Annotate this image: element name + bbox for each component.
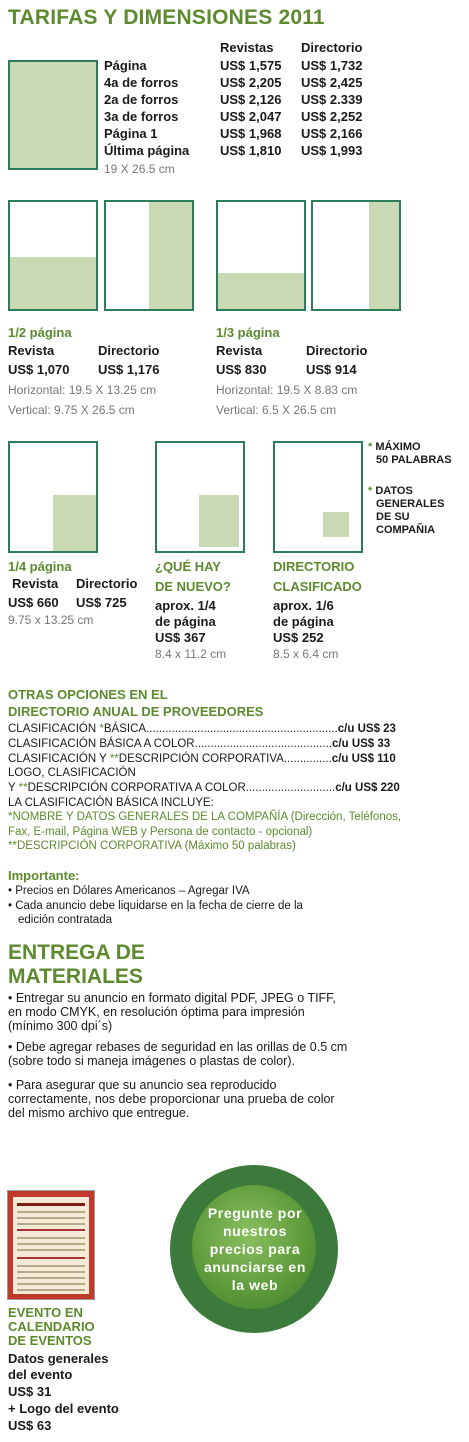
rate-directorio: US$ 2,252: [301, 109, 363, 124]
note-general-data: [368, 485, 444, 537]
nuevo-size: 8.4 x 11.2 cm: [155, 647, 227, 661]
third-page-vertical-diagram: [311, 200, 401, 311]
clasificado-fill: [323, 512, 349, 537]
third-vertical-fill: [369, 202, 399, 309]
third-page-horizontal-diagram: [216, 200, 306, 311]
rate-revistas: US$ 1,810: [220, 143, 282, 158]
magazine-line: [17, 1223, 85, 1225]
nuevo-line-2: de página: [155, 614, 216, 629]
important-bullet-1: • Precios en Dólares Americanos – Agregar IVA: [8, 885, 250, 897]
quarter-price-revista: US$ 660: [8, 595, 59, 610]
option-text: CLASIFICACIÓN BÁSICA A COLOR: [8, 738, 195, 750]
event-price-1: US$ 31: [8, 1384, 52, 1399]
delivery-heading-2: MATERIALES: [8, 965, 143, 988]
quarter-price-directorio: US$ 725: [76, 595, 127, 610]
nuevo-title-2: DE NUEVO?: [155, 579, 231, 594]
rate-row: [104, 74, 381, 91]
full-page-diagram: [8, 60, 98, 170]
clasificado-line-1: aprox. 1/6: [273, 598, 334, 613]
option-text: BÁSICA: [103, 723, 147, 735]
nuevo-price: US$ 367: [155, 630, 206, 645]
nuevo-diagram: [155, 441, 245, 553]
col-revistas-header: Revistas: [220, 40, 274, 55]
important-bullet-2b: edición contratada: [18, 914, 112, 926]
note-data-1: DATOS: [375, 485, 413, 497]
rate-directorio: US$ 2,425: [301, 75, 363, 90]
rate-revistas: US$ 1,575: [220, 58, 282, 73]
option-price: c/u US$ 220: [335, 782, 400, 794]
magazine-line: [17, 1237, 85, 1239]
event-desc-2: del evento: [8, 1367, 73, 1382]
clasificado-title-1: DIRECTORIO: [273, 559, 355, 574]
option-price: c/u US$ 33: [332, 738, 391, 750]
important-bullet-2a: • Cada anuncio debe liquidarse en la fecha de cierre de la: [8, 900, 303, 912]
option-text: DESCRIPCIÓN CORPORATIVA: [118, 753, 284, 765]
dot-leader: ............................: [245, 782, 336, 794]
rate-revistas: US$ 2,205: [220, 75, 282, 90]
option-star: **: [18, 782, 28, 794]
web-badge-text: [185, 1204, 325, 1294]
web-line-1: Pregunte por: [207, 1205, 303, 1221]
magazine-line: [17, 1271, 85, 1273]
note-max-label: MÁXIMO: [375, 441, 421, 453]
magazine-line: [17, 1217, 85, 1219]
important-heading: Importante:: [8, 868, 80, 883]
third-price-directorio: US$ 914: [306, 362, 357, 377]
clasificado-title-2: CLASIFICADO: [273, 579, 362, 594]
quarter-fill: [53, 495, 96, 551]
quarter-col-revista: Revista: [12, 576, 59, 591]
nuevo-fill: [199, 495, 239, 547]
magazine-line: [17, 1249, 85, 1251]
quarter-page-diagram: [8, 441, 98, 553]
rate-revistas: US$ 1,968: [220, 126, 282, 141]
magazine-line: [17, 1277, 85, 1279]
quarter-title: 1/4 página: [8, 559, 72, 574]
option-text: Y: [8, 782, 19, 794]
option-price: c/u US$ 110: [331, 753, 396, 765]
magazine-line: [17, 1203, 85, 1206]
full-page-fill: [10, 62, 96, 168]
rate-label: 3a de forros: [104, 109, 179, 124]
option-line-9: **DESCRIPCIÓN CORPORATIVA (Máximo 50 palabras): [8, 840, 296, 852]
note-max-count: 50 PALABRAS: [376, 454, 452, 466]
third-page-title: 1/3 página: [216, 325, 280, 340]
event-desc-1: Datos generales: [8, 1351, 109, 1366]
magazine-line: [17, 1243, 85, 1245]
third-vertical-size: Vertical: 6.5 X 26.5 cm: [216, 403, 337, 417]
web-line-2: nuestros: [223, 1223, 287, 1239]
event-title-2: CALENDARIO: [8, 1319, 95, 1334]
options-heading-1: OTRAS OPCIONES EN EL: [8, 687, 168, 702]
half-page-horizontal-diagram: [8, 200, 98, 311]
rate-directorio: US$ 1,993: [301, 143, 363, 158]
option-line-2: [8, 737, 390, 751]
options-heading-2: DIRECTORIO ANUAL DE PROVEEDORES: [8, 704, 264, 719]
half-price-revista: US$ 1,070: [8, 362, 70, 377]
option-line-4: LOGO, CLASIFICACIÓN: [8, 767, 136, 779]
event-desc-3: + Logo del evento: [8, 1401, 119, 1416]
clasificado-diagram: [273, 441, 363, 553]
dot-leader: ............................................................: [146, 723, 338, 735]
magazine-line: [17, 1265, 85, 1267]
delivery-heading-1: ENTREGA DE: [8, 941, 145, 964]
option-line-5: [8, 781, 400, 795]
rate-row: [104, 125, 381, 142]
rate-directorio: US$ 1,732: [301, 58, 363, 73]
delivery-p2b: (sobre todo si maneja imágenes o plastas de color).: [8, 1054, 295, 1068]
dot-leader: ...........................................: [194, 738, 333, 750]
half-page-vertical-diagram: [104, 200, 194, 311]
delivery-p1a: • Entregar su anuncio en formato digital PDF, JPEG o TIFF,: [8, 991, 336, 1005]
magazine-line: [17, 1257, 85, 1259]
note-max-words: [368, 441, 452, 467]
magazine-line: [17, 1283, 85, 1285]
magazine-line: [17, 1289, 85, 1291]
full-page-size: 19 X 26.5 cm: [104, 162, 175, 176]
note-star: *: [368, 441, 373, 453]
magazine-line: [17, 1211, 85, 1213]
half-horizontal-size: Horizontal: 19.5 X 13.25 cm: [8, 383, 157, 397]
rate-directorio: US$ 2,166: [301, 126, 363, 141]
delivery-p2a: • Debe agregar rebases de seguridad en las orillas de 0.5 cm: [8, 1040, 348, 1054]
option-line-1: [8, 722, 396, 736]
option-line-3: [8, 752, 396, 766]
option-line-7: *NOMBRE Y DATOS GENERALES DE LA COMPAÑÍA (Dirección, Teléfonos,: [8, 811, 402, 823]
half-horizontal-fill: [10, 257, 96, 309]
rate-label: Página 1: [104, 126, 158, 141]
full-page-rates-table: [104, 57, 381, 159]
rate-revistas: US$ 2,047: [220, 109, 282, 124]
rate-row: [104, 108, 381, 125]
rate-label: Última página: [104, 143, 190, 158]
half-vertical-size: Vertical: 9.75 X 26.5 cm: [8, 403, 135, 417]
half-col-revista: Revista: [8, 343, 55, 358]
note-data-4: COMPAÑIA: [376, 524, 436, 536]
delivery-p3c: del mismo archivo que entregue.: [8, 1106, 190, 1120]
magazine-thumbnail: [7, 1190, 95, 1300]
rate-row: [104, 57, 381, 74]
event-title-3: DE EVENTOS: [8, 1333, 92, 1348]
third-col-directorio: Directorio: [306, 343, 368, 358]
event-price-2: US$ 63: [8, 1418, 52, 1433]
clasificado-line-2: de página: [273, 614, 334, 629]
note-data-3: DE SU: [376, 511, 410, 523]
nuevo-line-1: aprox. 1/4: [155, 598, 216, 613]
option-text: CLASIFICACIÓN Y: [8, 753, 110, 765]
rate-row: [104, 142, 381, 159]
quarter-size: 9.75 x 13.25 cm: [8, 613, 94, 627]
magazine-page: [13, 1197, 89, 1294]
rate-revistas: US$ 2,126: [220, 92, 282, 107]
clasificado-price: US$ 252: [273, 630, 324, 645]
web-line-5: la web: [231, 1277, 279, 1293]
rate-label: Página: [104, 58, 147, 73]
third-price-revista: US$ 830: [216, 362, 267, 377]
half-page-title: 1/2 página: [8, 325, 72, 340]
third-horizontal-size: Horizontal: 19.5 X 8.83 cm: [216, 383, 358, 397]
option-text: DESCRIPCIÓN CORPORATIVA A COLOR: [27, 782, 246, 794]
third-horizontal-fill: [218, 273, 304, 309]
half-vertical-fill: [149, 202, 192, 309]
rate-label: 2a de forros: [104, 92, 179, 107]
option-star: **: [109, 753, 119, 765]
delivery-p3b: correctamente, nos debe proporcionar una prueba de color: [8, 1092, 335, 1106]
web-line-4: anunciarse en: [204, 1259, 306, 1275]
option-line-8: Fax, E-mail, Página WEB y Persona de contacto - opcional): [8, 826, 313, 838]
delivery-p3a: • Para asegurar que su anuncio sea reproducido: [8, 1078, 277, 1092]
half-col-directorio: Directorio: [98, 343, 160, 358]
quarter-col-directorio: Directorio: [76, 576, 138, 591]
option-price: c/u US$ 23: [337, 723, 396, 735]
clasificado-size: 8.5 x 6.4 cm: [273, 647, 339, 661]
note-data-2: GENERALES: [376, 498, 445, 510]
dot-leader: ...............: [283, 753, 332, 765]
option-star: *: [99, 723, 104, 735]
rate-row: [104, 91, 381, 108]
third-col-revista: Revista: [216, 343, 263, 358]
option-text: CLASIFICACIÓN: [8, 723, 100, 735]
delivery-p1c: (mínimo 300 dpi´s): [8, 1019, 113, 1033]
page-title: TARIFAS Y DIMENSIONES 2011: [8, 6, 325, 29]
nuevo-title-1: ¿QUÉ HAY: [155, 559, 221, 574]
note-star: *: [368, 485, 373, 497]
col-directorio-header: Directorio: [301, 40, 363, 55]
web-line-3: precios para: [209, 1241, 301, 1257]
rate-directorio: US$ 2.339: [301, 92, 363, 107]
option-line-6: LA CLASIFICACIÓN BÁSICA INCLUYE:: [8, 797, 214, 809]
event-title-1: EVENTO EN: [8, 1305, 83, 1320]
magazine-line: [17, 1229, 85, 1231]
rate-label: 4a de forros: [104, 75, 179, 90]
delivery-p1b: en modo CMYK, en resolución óptima para impresión: [8, 1005, 305, 1019]
half-price-directorio: US$ 1,176: [98, 362, 160, 377]
